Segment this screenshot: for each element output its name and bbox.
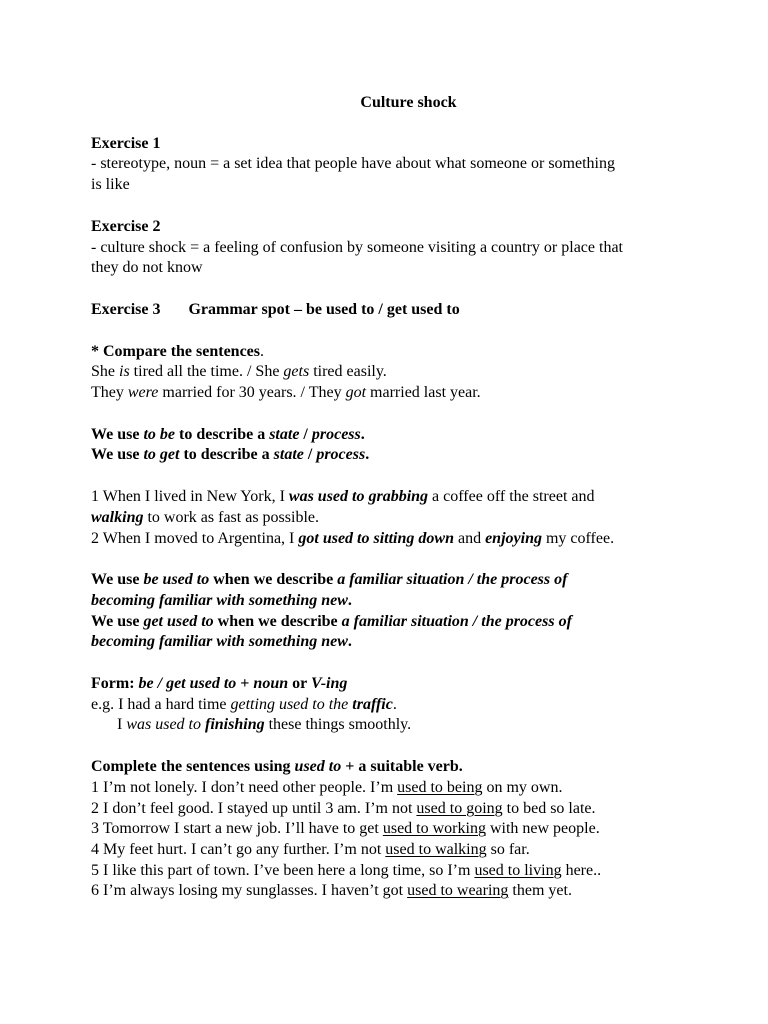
exercise-item-2: [91, 799, 728, 820]
text-run: be / get used to: [138, 675, 237, 693]
complete-section: [91, 757, 728, 902]
text-run: traffic: [352, 695, 393, 713]
example-2: [91, 529, 728, 550]
example-1-line-1: [91, 487, 728, 508]
item-text: 5 I like this part of town. I’ve been here a long time, so I’m: [91, 861, 475, 879]
document-title: Culture shock: [360, 94, 457, 111]
exercise-1-line-1: - stereotype, noun = a set idea that people have about what someone or something: [91, 155, 615, 173]
text-run: .: [392, 695, 397, 713]
text-run: married last year.: [366, 384, 481, 402]
text-run: I: [117, 716, 127, 734]
text-run: married for 30 years. / They: [158, 384, 346, 402]
item-answer: used to going: [416, 799, 503, 817]
item-text: with new people.: [485, 820, 600, 838]
item-answer: used to working: [382, 820, 486, 838]
example-sentences: [91, 487, 728, 549]
text-run: 1 When I lived in New York, I: [91, 488, 289, 506]
text-run: becoming familiar with something new: [91, 633, 348, 651]
text-run: /: [303, 446, 317, 464]
item-text: 2 I don’t feel good. I stayed up until 3 am. I’m not: [91, 799, 417, 817]
text-run: /: [299, 425, 312, 443]
exercise-2-heading: Exercise 2: [91, 217, 161, 235]
text-run: got used to sitting down: [298, 529, 454, 547]
exercise-1-heading: Exercise 1: [91, 134, 161, 152]
text-run: used to: [294, 758, 342, 776]
item-text: 4 My feet hurt. I can’t go any further. I’m not: [91, 840, 386, 858]
text-run: and: [453, 529, 486, 547]
exercise-2-line-1: - culture shock = a feeling of confusion by someone visiting a country or place that: [91, 238, 623, 256]
exercise-item-1: [91, 778, 728, 799]
form-section: [91, 674, 728, 736]
text-run: tired all the time. / She: [129, 363, 284, 381]
rule-be-used-to-line-2: [91, 591, 728, 612]
exercise-item-3: [91, 819, 728, 840]
text-run: tired easily.: [309, 363, 387, 381]
text-run: She: [91, 363, 119, 381]
item-answer: used to living: [474, 861, 562, 879]
text-run: when we describe: [209, 571, 338, 589]
text-run: to work as fast as possible.: [143, 508, 319, 526]
text-run: these things smoothly.: [264, 716, 412, 734]
text-run: to describe a: [175, 425, 270, 443]
text-run: get used to: [143, 612, 214, 630]
text-run: process: [316, 446, 366, 464]
grammar-spot-heading: Grammar spot – be used to / get used to: [188, 300, 460, 318]
complete-heading: [91, 757, 728, 778]
text-run: finishing: [205, 716, 265, 734]
item-text: on my own.: [482, 778, 563, 796]
item-answer: used to walking: [385, 840, 487, 858]
text-run: be used to: [143, 571, 210, 589]
item-answer: used to being: [397, 778, 483, 796]
rule-get-used-to-line-2: [91, 632, 728, 653]
compare-sentence-1: [91, 362, 728, 383]
text-run: Complete the sentences using: [91, 758, 295, 776]
exercise-2: [91, 217, 728, 279]
text-run: .: [347, 633, 352, 651]
item-answer: used to wearing: [407, 882, 509, 900]
item-text: 6 I’m always losing my sunglasses. I haven’t got: [91, 882, 408, 900]
text-run: .: [347, 591, 352, 609]
rule-to-be: [91, 425, 728, 446]
exercise-3-heading: Exercise 3: [91, 300, 161, 318]
item-text: 1 I’m not lonely. I don’t need other people. I’m: [91, 778, 398, 796]
text-run: They: [91, 384, 128, 402]
text-run: or: [288, 675, 311, 693]
item-text: 3 Tomorrow I start a new job. I’ll have to get: [91, 820, 383, 838]
text-run: to be: [143, 425, 175, 443]
rule-be-used-to-line-1: [91, 570, 728, 591]
exercise-item-5: [91, 861, 728, 882]
text-run: process: [311, 425, 361, 443]
rules-be-get-used-to: [91, 570, 728, 653]
compare-sentence-2: [91, 383, 728, 404]
text-run: a familiar situation / the process of: [337, 571, 568, 589]
exercise-1: [91, 134, 728, 196]
text-run: a familiar situation / the process of: [341, 612, 572, 630]
text-run: .: [360, 425, 365, 443]
item-text: them yet.: [508, 882, 572, 900]
text-run: got: [345, 384, 367, 402]
text-run: state: [269, 425, 300, 443]
form-rule: [91, 674, 728, 695]
text-run: We use: [91, 446, 144, 464]
exercise-1-line-2: is like: [91, 176, 130, 194]
example-1-line-2: [91, 508, 728, 529]
form-example-1: [91, 695, 728, 716]
compare-label: Compare the sentences: [103, 342, 261, 360]
text-run: state: [273, 446, 304, 464]
text-run: were: [127, 384, 159, 402]
item-text: so far.: [486, 840, 530, 858]
text-run: We use: [91, 612, 144, 630]
text-run: was used to: [126, 716, 201, 734]
text-run: becoming familiar with something new: [91, 591, 348, 609]
form-example-2: [91, 715, 728, 736]
compare-heading: [91, 342, 728, 363]
text-run: noun: [253, 675, 289, 693]
text-run: gets: [283, 363, 310, 381]
text-run: .: [365, 446, 370, 464]
text-run: Form:: [91, 675, 139, 693]
rule-to-get: [91, 445, 728, 466]
exercise-2-line-2: they do not know: [91, 259, 203, 277]
rules-state-process: [91, 425, 728, 466]
text-run: to describe a: [179, 446, 274, 464]
text-run: 2 When I moved to Argentina, I: [91, 529, 299, 547]
text-run: e.g. I had a hard time: [91, 695, 231, 713]
exercise-3: [91, 300, 728, 321]
text-run: + a suitable verb.: [341, 758, 463, 776]
text-run: +: [236, 675, 254, 693]
text-run: when we describe: [213, 612, 342, 630]
compare-section: [91, 342, 728, 404]
rule-get-used-to-line-1: [91, 612, 728, 633]
exercise-3-heading-line: [91, 300, 728, 321]
text-run: enjoying: [485, 529, 542, 547]
text-run: my coffee.: [541, 529, 615, 547]
item-text: here..: [561, 861, 602, 879]
text-run: getting used to the: [230, 695, 349, 713]
exercise-item-6: [91, 881, 728, 902]
text-run: We use: [91, 425, 144, 443]
exercise-item-4: [91, 840, 728, 861]
compare-star: *: [91, 342, 103, 360]
text-run: to get: [143, 446, 180, 464]
text-run: We use: [91, 571, 144, 589]
compare-period: .: [260, 342, 265, 360]
item-text: to bed so late.: [502, 799, 596, 817]
text-run: was used to grabbing: [288, 488, 429, 506]
text-run: is: [119, 363, 130, 381]
text-run: V-ing: [310, 675, 348, 693]
text-run: a coffee off the street and: [428, 488, 595, 506]
text-run: walking: [91, 508, 144, 526]
